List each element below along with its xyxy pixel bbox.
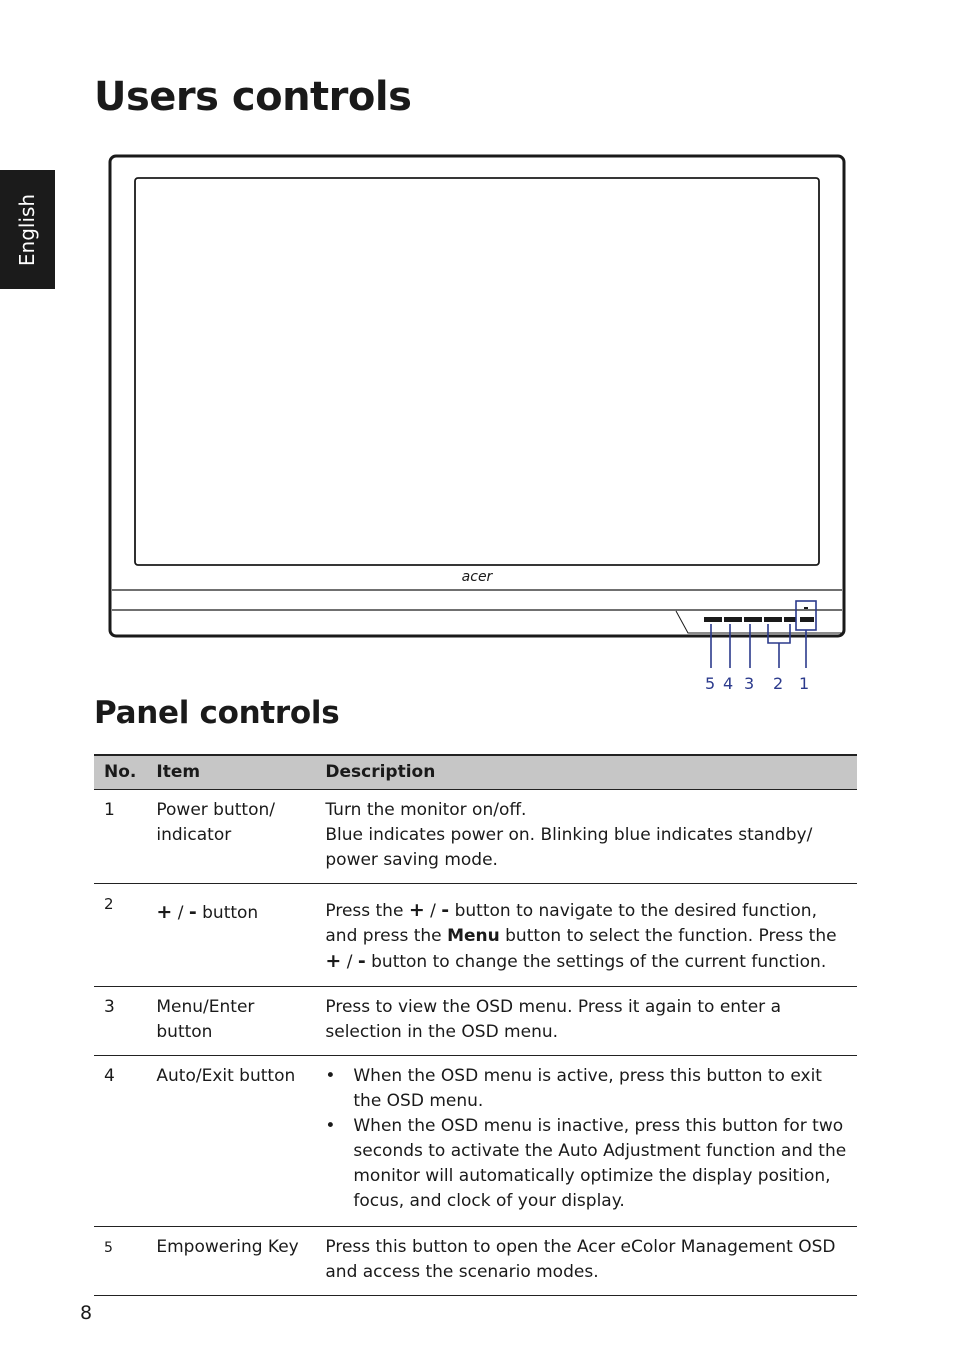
front-button-5	[704, 617, 722, 622]
row-no-text: 2	[104, 895, 114, 913]
acer-logo: acer	[461, 569, 493, 585]
row-item: Auto/Exit button	[146, 1056, 315, 1227]
page-number: 8	[80, 1302, 93, 1324]
language-tab-label: English	[15, 193, 39, 267]
description-line: Turn the monitor on/off.	[325, 800, 527, 820]
slash-text: /	[172, 903, 189, 923]
front-button-4	[724, 617, 742, 622]
minus-symbol: -	[188, 901, 197, 923]
row-no	[94, 884, 146, 987]
callout-box-1	[796, 601, 816, 630]
row-description	[315, 884, 857, 987]
slash-text: /	[341, 952, 358, 972]
row-no: 4	[94, 1056, 146, 1227]
header-item: Item	[146, 755, 315, 790]
row-item: Menu/Enter button	[146, 987, 315, 1056]
row-description: Press this button to open the Acer eColor Management OSD and access the scenario modes.	[315, 1227, 857, 1296]
table-row	[94, 1227, 857, 1296]
plus-symbol: +	[156, 901, 173, 923]
language-tab[interactable]	[0, 170, 55, 289]
item-suffix: button	[196, 903, 259, 923]
monitor-illustration	[100, 150, 850, 695]
menu-keyword: Menu	[447, 926, 500, 946]
panel-controls-table	[94, 754, 857, 1296]
bullet-item: • When the OSD menu is active, press this button to exit the OSD menu.	[325, 1064, 847, 1114]
desc-part: Press the	[325, 901, 409, 921]
desc-part: button to change the settings of the current function.	[365, 952, 827, 972]
button-number-1: 1	[799, 674, 810, 693]
front-button-2b	[784, 617, 796, 622]
row-description	[315, 1056, 857, 1227]
row-item: Empowering Key	[146, 1227, 315, 1296]
bullet-list	[325, 1064, 847, 1214]
description-line: Blue indicates power on. Blinking blue indicates standby/ power saving mode.	[325, 825, 813, 870]
row-item: Power button/ indicator	[146, 790, 315, 884]
monitor-bezel	[110, 156, 844, 636]
plus-symbol: +	[325, 950, 342, 972]
table-row	[94, 987, 857, 1056]
row-no: 3	[94, 987, 146, 1056]
row-description	[315, 790, 857, 884]
button-number-4: 4	[723, 674, 734, 693]
button-number-5: 5	[705, 674, 716, 693]
table-row	[94, 884, 857, 987]
row-description: Press to view the OSD menu. Press it again to enter a selection in the OSD menu.	[315, 987, 857, 1056]
row-item	[146, 884, 315, 987]
bullet-item: • When the OSD menu is inactive, press this button for two seconds to activate the Auto Adjustment function and the monitor will automatically optimize the display position, focus, and clock of your display.	[325, 1114, 847, 1214]
front-buttons	[704, 617, 814, 622]
row-no-text: 5	[104, 1240, 113, 1256]
row-no	[94, 1227, 146, 1296]
header-no: No.	[94, 755, 146, 790]
table-header-row	[94, 755, 857, 790]
desc-part: button to select the function. Press the	[499, 926, 837, 946]
minus-symbol: -	[441, 899, 450, 921]
front-button-3	[744, 617, 762, 622]
row-no: 1	[94, 790, 146, 884]
front-button-1	[800, 617, 814, 622]
section-title: Panel controls	[94, 695, 340, 731]
monitor-screen	[135, 178, 819, 565]
table-row	[94, 790, 857, 884]
button-number-2: 2	[773, 674, 784, 693]
header-description: Description	[315, 755, 857, 790]
minus-symbol: -	[357, 950, 366, 972]
slash-text: /	[424, 901, 442, 921]
button-number-3: 3	[744, 674, 755, 693]
table-row	[94, 1056, 857, 1227]
plus-symbol: +	[408, 899, 425, 921]
front-button-2a	[764, 617, 782, 622]
desc-part: button to navigate to the desired function, and press the	[325, 901, 817, 946]
page-title: Users controls	[94, 74, 412, 120]
power-led	[804, 607, 808, 609]
